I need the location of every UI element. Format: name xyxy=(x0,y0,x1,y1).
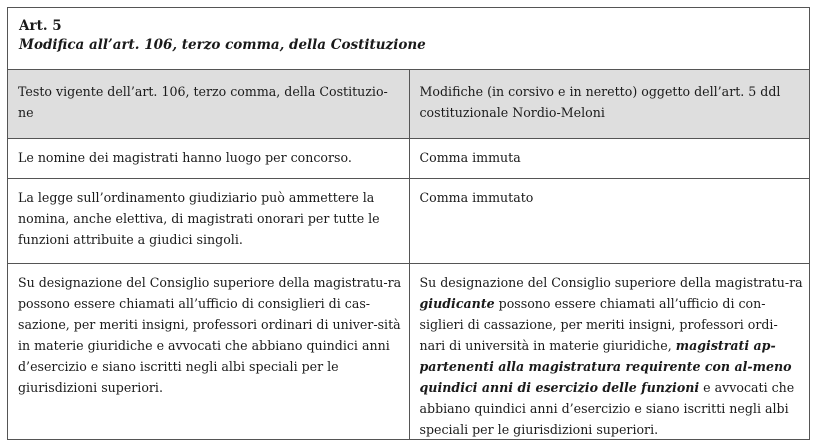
comparison-table xyxy=(8,70,809,440)
article-header xyxy=(8,8,809,70)
table-row xyxy=(8,178,809,263)
row3-amendment xyxy=(409,263,809,440)
article-frame xyxy=(7,7,810,440)
article-number: Art. 5 xyxy=(19,18,62,34)
table-row xyxy=(8,138,809,178)
row2-current-text: La legge sull’ordinamento giudiziario può ammettere la nomina, anche elettiva, di magistrati onorari per tutte le funzioni attribuite a giudici singoli. xyxy=(8,178,409,263)
row1-current-text: Le nomine dei magistrati hanno luogo per concorso. xyxy=(8,138,409,178)
row3-amendment-text-3: e avvocati che abbiano quindici anni d’esercizio e siano iscritti negli albi speciali per le giurisdizioni superiori. xyxy=(419,379,795,437)
table-header-row xyxy=(8,70,809,138)
header-current-text: Testo vigente dell’art. 106, terzo comma, della Costituzio-ne xyxy=(8,70,409,138)
row3-amendment-text-2: possono essere chiamati all’ufficio di con-siglieri di cassazione, per meriti insigni, professori ordi-nari di università in materie giuridiche, xyxy=(419,295,778,353)
row3-amendment-bold-2: magistrati ap-partenenti alla magistratura requirente con al-meno quindici anni di esercizio delle funzioni xyxy=(419,337,792,395)
row2-amendment: Comma immutato xyxy=(409,178,809,263)
row3-current-text: Su designazione del Consiglio superiore della magistratu-ra possono essere chiamati all’ufficio di consiglieri di cas-sazione, per meriti insigni, professori ordinari di univer-sità in materie giuridiche e avvocati che abbiano quindici anni d’esercizio e siano iscritti negli albi speciali per le giurisdizioni superiori. xyxy=(8,263,409,440)
table-row xyxy=(8,263,809,440)
article-title: Modifica all’art. 106, terzo comma, della Costituzione xyxy=(19,37,426,53)
row3-amendment-bold-1: giudicante xyxy=(419,295,495,311)
row3-amendment-text-1: Su designazione del Consiglio superiore della magistratu-ra xyxy=(419,274,803,290)
header-amendments: Modifiche (in corsivo e in neretto) oggetto dell’art. 5 ddl costituzionale Nordio-Meloni xyxy=(409,70,809,138)
row1-amendment: Comma immuta xyxy=(409,138,809,178)
